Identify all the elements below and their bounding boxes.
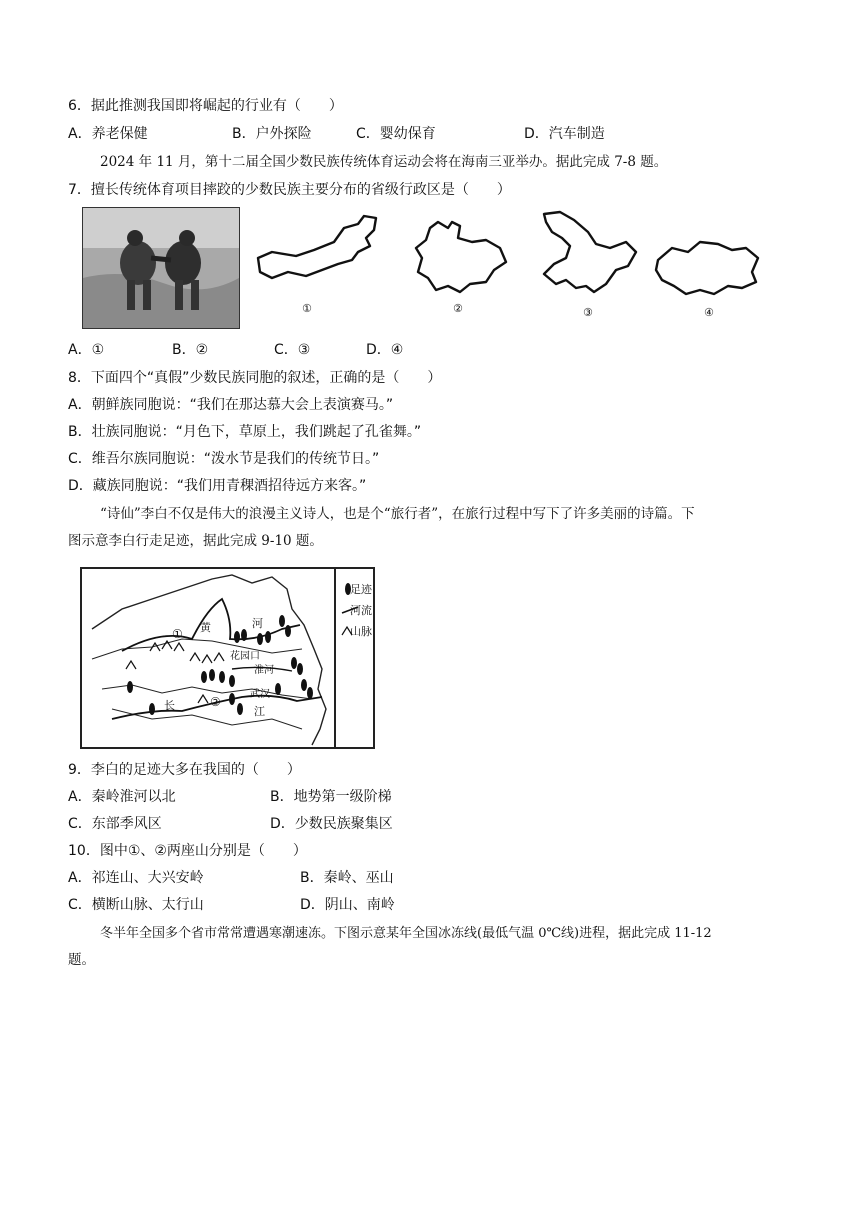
map-label-2: ② bbox=[453, 302, 463, 315]
wrestling-photo bbox=[82, 207, 240, 329]
q9-option-b: B．地势第一级阶梯 bbox=[270, 789, 392, 805]
q10-option-a: A．祁连山、大兴安岭 bbox=[68, 870, 204, 886]
province-outline-3 bbox=[536, 208, 642, 302]
map-label-mountain-2: ② bbox=[210, 695, 221, 709]
province-outline-2 bbox=[408, 218, 512, 298]
map-label-3: ③ bbox=[583, 306, 593, 319]
intro-11-12-line1: 冬半年全国多个省市常常遭遇寒潮速冻。下图示意某年全国冰冻线(最低气温 0℃线)进程，据此完成 11-12 bbox=[100, 926, 712, 941]
libai-travel-map bbox=[80, 567, 375, 749]
q6-stem: 6．据此推测我国即将崛起的行业有（ ） bbox=[68, 98, 343, 114]
legend-mountain: 山脉 bbox=[350, 625, 372, 638]
q10-option-d: D．阴山、南岭 bbox=[300, 897, 395, 913]
q8-option-b: B．壮族同胞说：“月色下，草原上，我们跳起了孔雀舞。” bbox=[68, 424, 422, 440]
map-label-wuhan: 武汉 bbox=[250, 689, 270, 700]
legend-river: 河流 bbox=[350, 604, 372, 617]
q9-stem: 9．李白的足迹大多在我国的（ ） bbox=[68, 762, 301, 778]
intro-11-12-line2: 题。 bbox=[68, 952, 95, 968]
q8-option-c: C．维吾尔族同胞说：“泼水节是我们的传统节日。” bbox=[68, 451, 380, 467]
legend-footprint: 足迹 bbox=[350, 583, 372, 596]
q6-option-c: C．婴幼保育 bbox=[356, 126, 436, 142]
q7-option-b: B．② bbox=[172, 342, 209, 358]
q9-option-c: C．东部季风区 bbox=[68, 816, 162, 832]
q8-option-a: A．朝鲜族同胞说：“我们在那达慕大会上表演赛马。” bbox=[68, 397, 394, 413]
map-label-huaihe: 淮河 bbox=[254, 665, 274, 676]
map-label-he: 河 bbox=[252, 617, 263, 630]
q9-option-a: A．秦岭淮河以北 bbox=[68, 789, 176, 805]
q7-option-a: A．① bbox=[68, 342, 105, 358]
q10-option-b: B．秦岭、巫山 bbox=[300, 870, 394, 886]
province-outline-4 bbox=[652, 236, 764, 300]
intro-7-8: 2024 年 11 月，第十二届全国少数民族传统体育运动会将在海南三亚举办。据此完成 7-8 题。 bbox=[100, 154, 668, 170]
map-label-4: ④ bbox=[704, 306, 714, 319]
q6-option-d: D．汽车制造 bbox=[524, 126, 605, 142]
intro-9-10-line2: 图示意李白行走足迹，据此完成 9-10 题。 bbox=[68, 533, 323, 549]
q10-option-c: C．横断山脉、太行山 bbox=[68, 897, 204, 913]
map-label-chang: 长 bbox=[164, 699, 175, 712]
map-label-jiang: 江 bbox=[254, 705, 265, 718]
q9-option-d: D．少数民族聚集区 bbox=[270, 816, 393, 832]
q8-stem: 8．下面四个“真假”少数民族同胞的叙述，正确的是（ ） bbox=[68, 370, 442, 386]
q8-option-d: D．藏族同胞说：“我们用青稞酒招待远方来客。” bbox=[68, 478, 367, 494]
intro-9-10-line1: “诗仙”李白不仅是伟大的浪漫主义诗人，也是个“旅行者”，在旅行过程中写下了许多美丽的诗篇。下 bbox=[100, 506, 695, 522]
province-outline-1 bbox=[252, 212, 388, 288]
map-label-huayuankou: 花园口 bbox=[230, 651, 260, 662]
q7-option-d: D．④ bbox=[366, 342, 404, 358]
q7-option-c: C．③ bbox=[274, 342, 311, 358]
q10-stem: 10．图中①、②两座山分别是（ ） bbox=[68, 843, 307, 859]
q6-option-b: B．户外探险 bbox=[232, 126, 312, 142]
q7-stem: 7．擅长传统体育项目摔跤的少数民族主要分布的省级行政区是（ ） bbox=[68, 182, 511, 198]
map-label-mountain-1: ① bbox=[172, 627, 183, 641]
map-label-1: ① bbox=[302, 302, 312, 315]
q6-option-a: A．养老保健 bbox=[68, 126, 148, 142]
map-label-huang: 黄 bbox=[200, 621, 211, 634]
